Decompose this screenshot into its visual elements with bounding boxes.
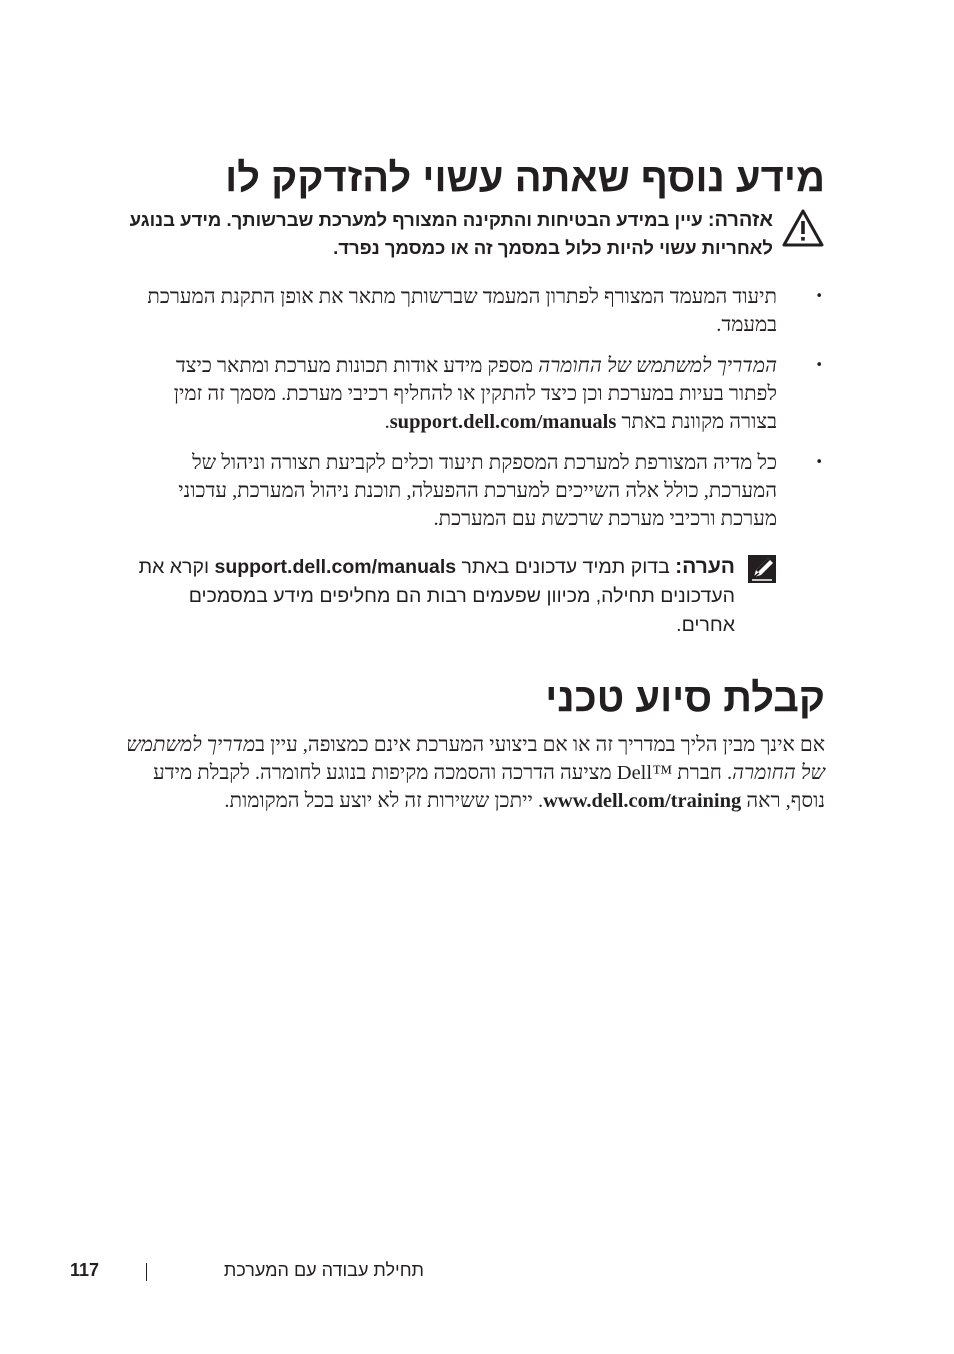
warning-body: עיין במידע הבטיחות והתקינה המצורף למערכת שברשותך. מידע בנוגע לאחריות עשוי להיות כלול במסמך זה או כמסמך נפרד. — [129, 209, 773, 258]
bullet-icon: • — [815, 289, 823, 304]
dell-training-link[interactable]: www.dell.com/training — [543, 790, 742, 812]
note-label: הערה: — [675, 555, 735, 578]
bullet-icon: • — [815, 455, 823, 470]
note-pencil-icon — [747, 554, 777, 584]
section-heading-technical-assistance: קבלת סיוע טכני — [545, 676, 825, 720]
list-item — [125, 449, 825, 533]
dell-trademark: Dell™ — [616, 762, 673, 784]
list-item — [125, 352, 825, 436]
list-item-text: כל מדיה המצורפת למערכת המספקת תיעוד וכלים לקביעת תצורה וניהול של המערכת, כולל אלה השייכים למערכת ההפעלה, תוכנת ניהול המערכת, עדכוני מערכת ורכיבי מערכת שרכשת עם המערכת. — [178, 452, 777, 530]
note-body-end: וקרא את העדכונים תחילה, מכיוון שפעמים רבות הם מחליפים מידע במסמכים אחרים. — [138, 556, 735, 636]
support-manuals-link[interactable]: support.dell.com/manuals — [214, 556, 457, 578]
list-item-text: מספק מידע אודות תכונות מערכת ומתאר כיצד לפתור בעיות במערכת וכן כיצד להתקין או להחליף רכיבי מערכת. מסמך זה זמין בצורה מקוונת באתר — [173, 355, 777, 433]
note-text-block — [135, 552, 735, 640]
hardware-manual-title: מדריך למשתמש של החומרה — [126, 734, 825, 784]
warning-label: אזהרה: — [707, 209, 773, 231]
paragraph-text: מציעה הדרכה והסמכה מקיפות בנוגע לחומרה. לקבלת מידע נוסף, ראה — [153, 762, 825, 812]
warning-text-block — [99, 206, 773, 262]
paragraph-text: אם אינך מבין הליך במדריך זה או אם ביצועי המערכת אינם כמצופה, עיין ב — [255, 734, 825, 756]
list-item — [125, 283, 825, 339]
bullet-icon: • — [815, 358, 823, 373]
section-heading-additional-info: מידע נוסף שאתה עשוי להזדקק לו — [225, 156, 825, 200]
note-body-start: בדוק תמיד עדכונים באתר — [461, 556, 670, 578]
support-manuals-link[interactable]: support.dell.com/manuals — [389, 411, 617, 433]
warning-triangle-icon — [781, 208, 825, 248]
hardware-manual-title: המדריך למשתמש של החומרה — [538, 355, 777, 377]
technical-assistance-paragraph — [111, 731, 825, 815]
warning-callout — [95, 206, 825, 262]
list-item-period: . — [384, 411, 390, 433]
list-item-text: תיעוד המעמד המצורף לפתרון המעמד שברשותך מתאר את אופן התקנת המערכת במעמד. — [147, 286, 777, 336]
footer-title: תחילת עבודה עם המערכת — [223, 1260, 424, 1280]
paragraph-text: . ייתכן ששירות זה לא יוצע בכל המקומות. — [224, 790, 544, 812]
paragraph-text: . חברת — [677, 762, 733, 784]
footer-divider — [146, 1263, 147, 1281]
page-number: 117 — [70, 1260, 100, 1280]
note-callout — [125, 552, 777, 640]
page-footer — [70, 1260, 424, 1288]
documentation-list — [125, 283, 825, 546]
